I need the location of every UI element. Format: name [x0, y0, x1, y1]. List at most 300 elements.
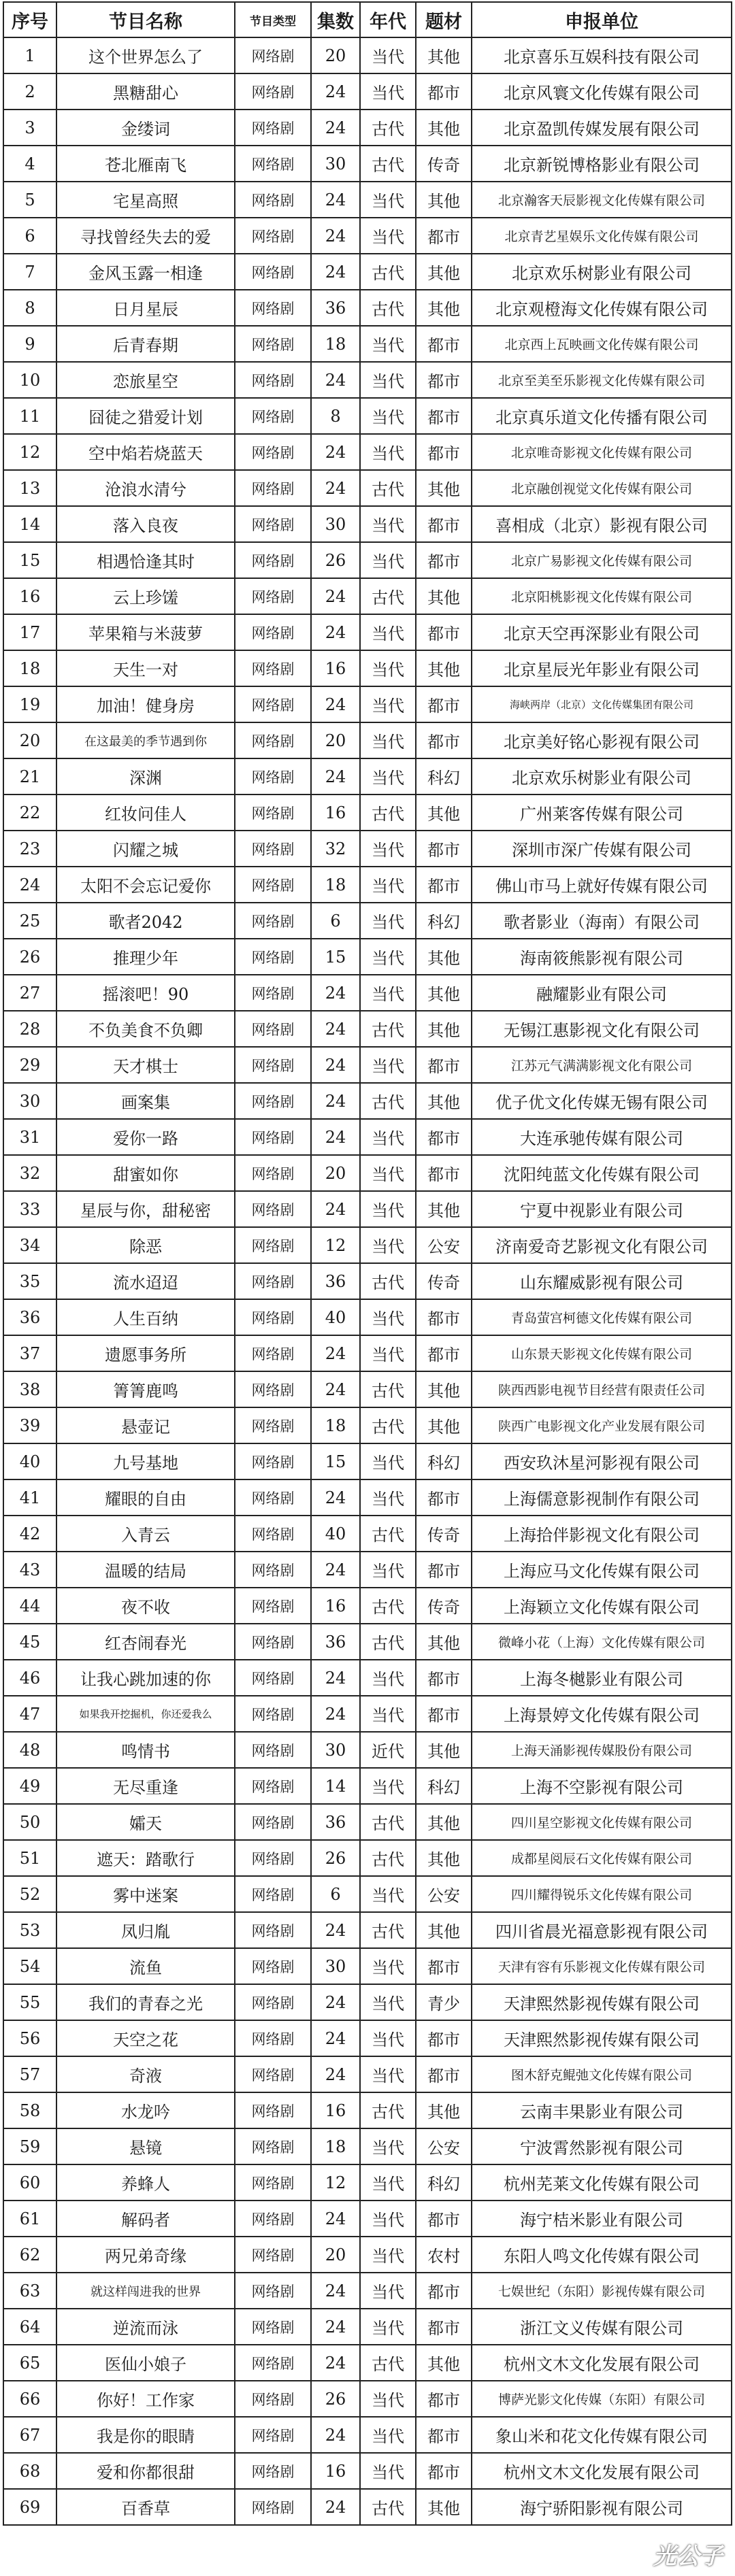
header-era: 年代 — [360, 2, 416, 37]
program-name: 爱你一路 — [56, 1119, 235, 1155]
program-type: 网络剧 — [235, 1768, 311, 1804]
program-type: 网络剧 — [235, 2381, 311, 2417]
episode-count: 15 — [311, 939, 360, 975]
program-name: 宅星高照 — [56, 182, 235, 218]
table-row — [3, 903, 732, 939]
episode-count: 14 — [311, 1768, 360, 1804]
applicant-unit: 上海拾伴影视文化有限公司 — [472, 1516, 732, 1552]
episode-count: 18 — [311, 2128, 360, 2164]
episode-count: 24 — [311, 1912, 360, 1948]
program-name: 推理少年 — [56, 939, 235, 975]
theme: 公安 — [416, 2128, 472, 2164]
table-row — [3, 867, 732, 903]
row-index: 2 — [3, 73, 56, 110]
applicant-unit: 海峡两岸（北京）文化传媒集团有限公司 — [472, 686, 732, 722]
program-name: 九号基地 — [56, 1443, 235, 1479]
theme: 都市 — [416, 722, 472, 758]
applicant-unit: 天津熙然影视传媒有限公司 — [472, 1984, 732, 2020]
program-name: 水龙吟 — [56, 2092, 235, 2128]
applicant-unit: 图木舒克鲲弛文化传媒有限公司 — [472, 2056, 732, 2092]
row-index: 21 — [3, 758, 56, 794]
theme: 其他 — [416, 1011, 472, 1047]
episode-count: 26 — [311, 1840, 360, 1876]
header-index: 序号 — [3, 2, 56, 37]
program-type: 网络剧 — [235, 2309, 311, 2345]
applicant-unit: 杭州文木文化发展有限公司 — [472, 2345, 732, 2381]
row-index: 66 — [3, 2381, 56, 2417]
row-index: 54 — [3, 1948, 56, 1984]
program-type: 网络剧 — [235, 290, 311, 326]
theme: 都市 — [416, 1948, 472, 1984]
theme: 都市 — [416, 1660, 472, 1696]
row-index: 43 — [3, 1552, 56, 1588]
table-row — [3, 218, 732, 254]
era: 近代 — [360, 1732, 416, 1768]
table-row — [3, 506, 732, 542]
episode-count: 24 — [311, 1011, 360, 1047]
episode-count: 24 — [311, 182, 360, 218]
program-name: 在这最美的季节遇到你 — [56, 722, 235, 758]
era: 当代 — [360, 831, 416, 867]
row-index: 8 — [3, 290, 56, 326]
era: 当代 — [360, 686, 416, 722]
table-row — [3, 254, 732, 290]
episode-count: 24 — [311, 2489, 360, 2525]
program-name: 摇滚吧！90 — [56, 975, 235, 1011]
program-type: 网络剧 — [235, 1516, 311, 1552]
program-type: 网络剧 — [235, 254, 311, 290]
era: 当代 — [360, 1552, 416, 1588]
program-name: 闪耀之城 — [56, 831, 235, 867]
program-type: 网络剧 — [235, 650, 311, 686]
era: 当代 — [360, 2056, 416, 2092]
applicant-unit: 北京融创视觉文化传媒有限公司 — [472, 470, 732, 506]
table-row — [3, 326, 732, 362]
row-index: 32 — [3, 1155, 56, 1191]
applicant-unit: 北京盈凯传媒发展有限公司 — [472, 110, 732, 146]
era: 古代 — [360, 2489, 416, 2525]
theme: 都市 — [416, 2381, 472, 2417]
theme: 都市 — [416, 867, 472, 903]
episode-count: 24 — [311, 1047, 360, 1083]
applicant-unit: 北京真乐道文化传播有限公司 — [472, 398, 732, 434]
table-row — [3, 2417, 732, 2453]
row-index: 20 — [3, 722, 56, 758]
era: 古代 — [360, 1371, 416, 1407]
era: 当代 — [360, 1876, 416, 1912]
row-index: 15 — [3, 542, 56, 578]
applicant-unit: 济南爱奇艺影视文化有限公司 — [472, 1227, 732, 1263]
program-type: 网络剧 — [235, 1732, 311, 1768]
table-row — [3, 1516, 732, 1552]
era: 当代 — [360, 614, 416, 650]
program-name: 日月星辰 — [56, 290, 235, 326]
episode-count: 16 — [311, 2453, 360, 2489]
table-row — [3, 2489, 732, 2525]
program-type: 网络剧 — [235, 2453, 311, 2489]
program-name: 红妆问佳人 — [56, 794, 235, 831]
table-row — [3, 794, 732, 831]
episode-count: 24 — [311, 1660, 360, 1696]
program-type: 网络剧 — [235, 758, 311, 794]
program-name: 医仙小娘子 — [56, 2345, 235, 2381]
applicant-unit: 山东耀威影视有限公司 — [472, 1263, 732, 1299]
table-row — [3, 975, 732, 1011]
row-index: 44 — [3, 1588, 56, 1624]
program-name: 无尽重逢 — [56, 1768, 235, 1804]
applicant-unit: 无锡江惠影视文化有限公司 — [472, 1011, 732, 1047]
table-row — [3, 542, 732, 578]
theme: 公安 — [416, 1876, 472, 1912]
table-row — [3, 1047, 732, 1083]
episode-count: 24 — [311, 254, 360, 290]
row-index: 48 — [3, 1732, 56, 1768]
applicant-unit: 海宁骄阳影视有限公司 — [472, 2489, 732, 2525]
program-name: 金缕词 — [56, 110, 235, 146]
applicant-unit: 北京观橙海文化传媒有限公司 — [472, 290, 732, 326]
applicant-unit: 宁夏中视影业有限公司 — [472, 1191, 732, 1227]
table-row — [3, 1624, 732, 1660]
table-row — [3, 1552, 732, 1588]
episode-count: 6 — [311, 903, 360, 939]
applicant-unit: 天津有容有乐影视文化传媒有限公司 — [472, 1948, 732, 1984]
theme: 都市 — [416, 1335, 472, 1371]
theme: 青少 — [416, 1984, 472, 2020]
program-type: 网络剧 — [235, 867, 311, 903]
era: 古代 — [360, 578, 416, 614]
applicant-unit: 广州莱客传媒有限公司 — [472, 794, 732, 831]
row-index: 53 — [3, 1912, 56, 1948]
era: 当代 — [360, 1443, 416, 1479]
episode-count: 18 — [311, 326, 360, 362]
approval-table — [3, 1, 732, 2526]
era: 当代 — [360, 1984, 416, 2020]
applicant-unit: 大连承驰传媒有限公司 — [472, 1119, 732, 1155]
theme: 传奇 — [416, 146, 472, 182]
program-name: 空中焰若烧蓝天 — [56, 434, 235, 470]
table-row — [3, 290, 732, 326]
episode-count: 36 — [311, 1624, 360, 1660]
program-name: 歌者2042 — [56, 903, 235, 939]
row-index: 16 — [3, 578, 56, 614]
applicant-unit: 北京阳桃影视文化传媒有限公司 — [472, 578, 732, 614]
program-name: 我是你的眼睛 — [56, 2417, 235, 2453]
table-row — [3, 37, 732, 73]
episode-count: 6 — [311, 1876, 360, 1912]
program-type: 网络剧 — [235, 2128, 311, 2164]
program-type: 网络剧 — [235, 614, 311, 650]
applicant-unit: 微峰小花（上海）文化传媒有限公司 — [472, 1624, 732, 1660]
era: 当代 — [360, 218, 416, 254]
program-name: 爱和你都很甜 — [56, 2453, 235, 2489]
program-name: 雾中迷案 — [56, 1876, 235, 1912]
program-name: 遮天：踏歌行 — [56, 1840, 235, 1876]
row-index: 22 — [3, 794, 56, 831]
episode-count: 26 — [311, 2381, 360, 2417]
program-type: 网络剧 — [235, 1299, 311, 1335]
episode-count: 40 — [311, 1516, 360, 1552]
theme: 其他 — [416, 182, 472, 218]
table-row — [3, 686, 732, 722]
table-row — [3, 1191, 732, 1227]
table-row — [3, 1227, 732, 1263]
row-index: 28 — [3, 1011, 56, 1047]
applicant-unit: 上海应马文化传媒有限公司 — [472, 1552, 732, 1588]
program-name: 囧徒之猎爱计划 — [56, 398, 235, 434]
program-name: 这个世界怎么了 — [56, 37, 235, 73]
episode-count: 30 — [311, 1732, 360, 1768]
theme: 都市 — [416, 1696, 472, 1732]
header-type: 节目类型 — [235, 2, 311, 37]
program-type: 网络剧 — [235, 218, 311, 254]
program-type: 网络剧 — [235, 470, 311, 506]
program-name: 箐箐鹿鸣 — [56, 1371, 235, 1407]
table-row — [3, 578, 732, 614]
theme: 科幻 — [416, 1443, 472, 1479]
program-type: 网络剧 — [235, 2273, 311, 2309]
program-type: 网络剧 — [235, 1660, 311, 1696]
episode-count: 24 — [311, 73, 360, 110]
program-name: 如果我开挖掘机，你还爱我么 — [56, 1696, 235, 1732]
watermark-logo: 光公子 — [653, 2543, 723, 2570]
table-row — [3, 1155, 732, 1191]
applicant-unit: 杭州芜莱文化传媒有限公司 — [472, 2164, 732, 2201]
episode-count: 12 — [311, 1227, 360, 1263]
era: 古代 — [360, 146, 416, 182]
episode-count: 24 — [311, 1984, 360, 2020]
theme: 其他 — [416, 37, 472, 73]
program-name: 人生百纳 — [56, 1299, 235, 1335]
theme: 都市 — [416, 2309, 472, 2345]
theme: 其他 — [416, 1732, 472, 1768]
row-index: 37 — [3, 1335, 56, 1371]
applicant-unit: 优子优文化传媒无锡有限公司 — [472, 1083, 732, 1119]
applicant-unit: 北京欢乐树影业有限公司 — [472, 758, 732, 794]
applicant-unit: 四川耀得锐乐文化传媒有限公司 — [472, 1876, 732, 1912]
theme: 科幻 — [416, 1768, 472, 1804]
episode-count: 24 — [311, 1696, 360, 1732]
program-type: 网络剧 — [235, 722, 311, 758]
program-type: 网络剧 — [235, 2020, 311, 2056]
program-type: 网络剧 — [235, 1443, 311, 1479]
table-row — [3, 2345, 732, 2381]
program-name: 深渊 — [56, 758, 235, 794]
program-type: 网络剧 — [235, 2056, 311, 2092]
program-name: 除恶 — [56, 1227, 235, 1263]
era: 当代 — [360, 722, 416, 758]
program-name: 太阳不会忘记爱你 — [56, 867, 235, 903]
row-index: 31 — [3, 1119, 56, 1155]
table-row — [3, 1011, 732, 1047]
theme: 都市 — [416, 218, 472, 254]
row-index: 1 — [3, 37, 56, 73]
program-name: 两兄弟奇缘 — [56, 2237, 235, 2273]
row-index: 40 — [3, 1443, 56, 1479]
table-row — [3, 758, 732, 794]
episode-count: 24 — [311, 614, 360, 650]
table-row — [3, 2092, 732, 2128]
episode-count: 24 — [311, 1335, 360, 1371]
header-unit: 申报单位 — [472, 2, 732, 37]
program-name: 悬壶记 — [56, 1407, 235, 1443]
applicant-unit: 陕西广电影视文化产业发展有限公司 — [472, 1407, 732, 1443]
program-name: 不负美食不负卿 — [56, 1011, 235, 1047]
program-name: 遗愿事务所 — [56, 1335, 235, 1371]
theme: 其他 — [416, 1840, 472, 1876]
row-index: 27 — [3, 975, 56, 1011]
theme: 农村 — [416, 2237, 472, 2273]
theme: 传奇 — [416, 1588, 472, 1624]
episode-count: 20 — [311, 722, 360, 758]
theme: 都市 — [416, 2056, 472, 2092]
row-index: 11 — [3, 398, 56, 434]
row-index: 24 — [3, 867, 56, 903]
applicant-unit: 海宁桔米影业有限公司 — [472, 2201, 732, 2237]
theme: 其他 — [416, 650, 472, 686]
era: 当代 — [360, 1696, 416, 1732]
applicant-unit: 四川省晨光福意影视有限公司 — [472, 1912, 732, 1948]
era: 当代 — [360, 2453, 416, 2489]
era: 古代 — [360, 1624, 416, 1660]
row-index: 5 — [3, 182, 56, 218]
era: 古代 — [360, 2092, 416, 2128]
row-index: 64 — [3, 2309, 56, 2345]
theme: 其他 — [416, 1804, 472, 1840]
program-name: 黑糖甜心 — [56, 73, 235, 110]
row-index: 60 — [3, 2164, 56, 2201]
program-type: 网络剧 — [235, 686, 311, 722]
era: 古代 — [360, 1083, 416, 1119]
row-index: 17 — [3, 614, 56, 650]
episode-count: 20 — [311, 37, 360, 73]
applicant-unit: 西安玖沐星河影视有限公司 — [472, 1443, 732, 1479]
era: 古代 — [360, 1912, 416, 1948]
applicant-unit: 青岛萤宫柯德文化传媒有限公司 — [472, 1299, 732, 1335]
theme: 其他 — [416, 2345, 472, 2381]
era: 古代 — [360, 1011, 416, 1047]
era: 当代 — [360, 73, 416, 110]
row-index: 57 — [3, 2056, 56, 2092]
row-index: 29 — [3, 1047, 56, 1083]
theme: 其他 — [416, 578, 472, 614]
program-type: 网络剧 — [235, 1155, 311, 1191]
era: 古代 — [360, 794, 416, 831]
theme: 传奇 — [416, 1263, 472, 1299]
program-name: 逆流而泳 — [56, 2309, 235, 2345]
applicant-unit: 东阳人鸣文化传媒有限公司 — [472, 2237, 732, 2273]
table-row — [3, 1263, 732, 1299]
table-row — [3, 1371, 732, 1407]
applicant-unit: 北京天空再深影业有限公司 — [472, 614, 732, 650]
table-row — [3, 1443, 732, 1479]
applicant-unit: 浙江文义传媒有限公司 — [472, 2309, 732, 2345]
program-type: 网络剧 — [235, 37, 311, 73]
table-row — [3, 2453, 732, 2489]
program-type: 网络剧 — [235, 1876, 311, 1912]
applicant-unit: 上海颖立文化传媒有限公司 — [472, 1588, 732, 1624]
row-index: 3 — [3, 110, 56, 146]
applicant-unit: 北京至美至乐影视文化传媒有限公司 — [472, 362, 732, 398]
era: 当代 — [360, 2128, 416, 2164]
row-index: 7 — [3, 254, 56, 290]
table-row — [3, 1119, 732, 1155]
theme: 都市 — [416, 326, 472, 362]
program-name: 沧浪水清兮 — [56, 470, 235, 506]
era: 古代 — [360, 1804, 416, 1840]
program-type: 网络剧 — [235, 939, 311, 975]
era: 当代 — [360, 2201, 416, 2237]
episode-count: 24 — [311, 1083, 360, 1119]
era: 当代 — [360, 2417, 416, 2453]
program-type: 网络剧 — [235, 578, 311, 614]
era: 当代 — [360, 650, 416, 686]
table-row — [3, 1840, 732, 1876]
table-row — [3, 939, 732, 975]
theme: 都市 — [416, 1155, 472, 1191]
table-row — [3, 2273, 732, 2309]
row-index: 26 — [3, 939, 56, 975]
row-index: 69 — [3, 2489, 56, 2525]
era: 当代 — [360, 2020, 416, 2056]
program-name: 夜不收 — [56, 1588, 235, 1624]
program-name: 天生一对 — [56, 650, 235, 686]
program-name: 落入良夜 — [56, 506, 235, 542]
era: 当代 — [360, 1191, 416, 1227]
program-name: 让我心跳加速的你 — [56, 1660, 235, 1696]
era: 当代 — [360, 1155, 416, 1191]
row-index: 30 — [3, 1083, 56, 1119]
applicant-unit: 陕西西影电视节目经营有限责任公司 — [472, 1371, 732, 1407]
row-index: 47 — [3, 1696, 56, 1732]
program-name: 温暖的结局 — [56, 1552, 235, 1588]
program-type: 网络剧 — [235, 1912, 311, 1948]
applicant-unit: 上海不空影视有限公司 — [472, 1768, 732, 1804]
episode-count: 16 — [311, 1588, 360, 1624]
theme: 其他 — [416, 254, 472, 290]
table-row — [3, 1335, 732, 1371]
program-type: 网络剧 — [235, 182, 311, 218]
program-name: 孀天 — [56, 1804, 235, 1840]
episode-count: 24 — [311, 1119, 360, 1155]
row-index: 10 — [3, 362, 56, 398]
applicant-unit: 上海儒意影视制作有限公司 — [472, 1479, 732, 1516]
era: 当代 — [360, 2237, 416, 2273]
applicant-unit: 深圳市深广传媒有限公司 — [472, 831, 732, 867]
program-type: 网络剧 — [235, 398, 311, 434]
table-row — [3, 2020, 732, 2056]
theme: 都市 — [416, 2201, 472, 2237]
episode-count: 24 — [311, 975, 360, 1011]
program-name: 星辰与你，甜秘密 — [56, 1191, 235, 1227]
episode-count: 30 — [311, 1948, 360, 1984]
program-name: 红杏闹春光 — [56, 1624, 235, 1660]
applicant-unit: 七娱世纪（东阳）影视传媒有限公司 — [472, 2273, 732, 2309]
theme: 都市 — [416, 614, 472, 650]
theme: 都市 — [416, 1299, 472, 1335]
episode-count: 16 — [311, 2092, 360, 2128]
table-row — [3, 182, 732, 218]
theme: 其他 — [416, 1912, 472, 1948]
applicant-unit: 北京美好铭心影视有限公司 — [472, 722, 732, 758]
era: 当代 — [360, 1660, 416, 1696]
program-type: 网络剧 — [235, 2092, 311, 2128]
theme: 都市 — [416, 542, 472, 578]
program-name: 苹果箱与米菠萝 — [56, 614, 235, 650]
era: 古代 — [360, 1407, 416, 1443]
program-name: 天空之花 — [56, 2020, 235, 2056]
episode-count: 24 — [311, 2417, 360, 2453]
episode-count: 16 — [311, 794, 360, 831]
